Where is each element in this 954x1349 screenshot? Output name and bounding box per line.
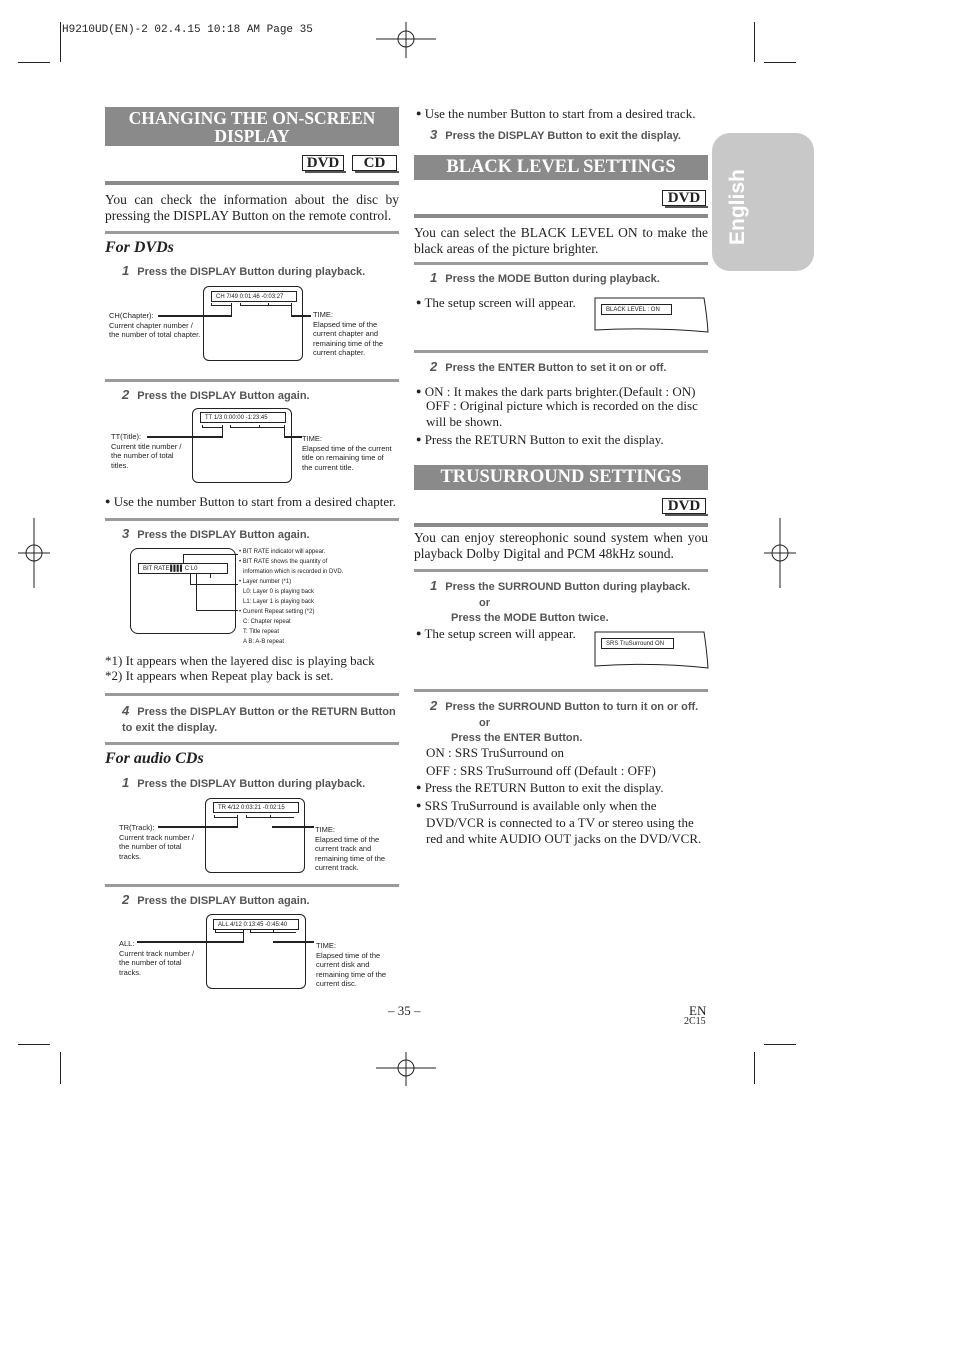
all-label: ALL: Current track number / the number of total tracks. — [119, 939, 195, 977]
trusurround-title: TRUSURROUND SETTINGS — [414, 465, 708, 490]
section-title-line: CHANGING THE ON-SCREEN — [128, 108, 376, 128]
osd-bar: TR 4/12 0:03:21 -0:02:15 — [213, 802, 299, 813]
time-label: TIME: Elapsed time of the current track and remaining time of the current track. — [315, 825, 386, 872]
for-dvds-heading: For DVDs — [105, 239, 174, 256]
side-tab — [712, 133, 814, 271]
display-step-3: 3 Press the DISPLAY Button to exit the display. — [430, 127, 681, 142]
tru-step-2: 2 Press the SURROUND Button to turn it on or off. or Press the ENTER Button. — [430, 698, 699, 744]
crop-mark — [754, 22, 755, 62]
black-off-note: OFF : Original picture which is recorded on the disc will be shown. — [426, 398, 698, 429]
divider — [414, 569, 708, 572]
divider — [105, 181, 399, 185]
registration-mark-icon — [764, 518, 796, 588]
divider — [414, 262, 708, 265]
setup-screen-icon — [594, 296, 710, 338]
tru-off-note: OFF : SRS TruSurround off (Default : OFF) — [426, 763, 656, 778]
dvd-step-4: 4 Press the DISPLAY Button or the RETURN Button to exit the display. — [122, 703, 396, 734]
black-level-title: BLACK LEVEL SETTINGS — [414, 155, 708, 180]
chapter-note: ● Use the number Button to start from a desired chapter. — [105, 494, 396, 509]
tru-step-1: 1 Press the SURROUND Button during playback. or Press the MODE Button twice. — [430, 578, 691, 624]
crop-mark — [764, 1044, 796, 1045]
registration-mark-icon — [18, 518, 50, 588]
tru-on-note: ON : SRS TruSurround on — [426, 745, 564, 760]
time-label: TIME: Elapsed time of the current title on remaining time of the current title. — [302, 434, 392, 472]
divider — [105, 742, 399, 745]
page-number: – 35 – — [388, 1003, 421, 1018]
crop-mark — [60, 1052, 61, 1084]
black-level-intro: You can select the BLACK LEVEL ON to make the black areas of the picture brighter. — [414, 225, 708, 256]
crop-mark — [764, 62, 796, 63]
title-label: TT(Title): Current title number / the number of total titles. — [111, 432, 182, 470]
crop-mark — [18, 62, 50, 63]
trusurround-osd: SRS TruSurround ON — [601, 638, 674, 649]
divider — [414, 350, 708, 353]
osd-bar: TT 1/3 0:00:00 -1:23:45 — [200, 412, 286, 423]
crop-mark — [18, 1044, 50, 1045]
dvd-step-3: 3 Press the DISPLAY Button again. — [122, 526, 310, 541]
doc-code: 2C15 — [684, 1016, 706, 1027]
footnote-2: *2) It appears when Repeat play back is set. — [105, 668, 334, 683]
dvd-step-2: 2 Press the DISPLAY Button again. — [122, 387, 310, 402]
file-info: H9210UD(EN)-2 02.4.15 10:18 AM Page 35 — [62, 24, 313, 36]
dvd-tag: DVD — [302, 155, 344, 171]
black-level-osd: BLACK LEVEL : ON — [601, 304, 672, 315]
chapter-label: CH(Chapter): Current chapter number / the number of total chapter. — [109, 311, 201, 339]
language-code: EN — [689, 1003, 707, 1018]
dvd-tag: DVD — [662, 190, 706, 206]
intro-text: You can check the information about the disc by pressing the DISPLAY Button on the remote control. — [105, 192, 399, 223]
side-tab-label: English — [726, 169, 749, 245]
tru-return-note: ● Press the RETURN Button to exit the display. — [416, 780, 664, 795]
divider — [414, 214, 708, 218]
divider — [105, 693, 399, 696]
for-audio-heading: For audio CDs — [105, 750, 204, 767]
tru-availability-note: ● SRS TruSurround is available only when the DVD/VCR is connected to a TV or stereo using the red and white AUDIO OUT jacks on the DVD/VCR. — [416, 798, 702, 846]
setup-screen-icon — [594, 630, 710, 674]
cd-step-1: 1 Press the DISPLAY Button during playback. — [122, 775, 366, 790]
crop-mark — [754, 1052, 755, 1084]
divider — [414, 523, 708, 527]
crop-mark — [60, 22, 61, 62]
osd-bar: CH 7/49 0:01:46 -0:03:27 — [211, 291, 297, 302]
cd-step-2: 2 Press the DISPLAY Button again. — [122, 892, 310, 907]
divider — [105, 379, 399, 382]
dvd-tag: DVD — [662, 498, 706, 514]
osd-bar: BIT RATE ▌▌▌▌ C L0 — [138, 563, 228, 574]
black-step-2: 2 Press the ENTER Button to set it on or off. — [430, 359, 667, 374]
divider — [105, 518, 399, 521]
track-label: TR(Track): Current track number / the number of total tracks. — [119, 823, 195, 861]
divider — [105, 884, 399, 887]
time-label: TIME: Elapsed time of the current chapter and remaining time of the current chapter. — [313, 310, 384, 357]
bitrate-annotations: • BIT RATE indicator will appear. • BIT RATE shows the quantity of information which is recorded in DVD. • Layer number (*1) L0: Layer 0 is playing back L1: Layer 1 is playing back • Current Repeat setting (*2) C: Chapter repeat T: Title repeat A B: A-B repeat — [239, 549, 344, 645]
divider — [414, 689, 708, 692]
black-setup-note: ● The setup screen will appear. — [416, 295, 576, 310]
black-on-note: ● ON : It makes the dark parts brighter.(Default : ON) — [416, 384, 696, 399]
trusurround-intro: You can enjoy stereophonic sound system when you playback Dolby Digital and PCM 48kHz sound. — [414, 530, 708, 561]
track-note: ● Use the number Button to start from a desired track. — [416, 106, 696, 121]
registration-mark-icon — [376, 22, 436, 58]
black-step-1: 1 Press the MODE Button during playback. — [430, 270, 660, 285]
section-title — [105, 107, 399, 146]
time-label: TIME: Elapsed time of the current disk and remaining time of the current disc. — [316, 941, 387, 988]
registration-mark-icon — [376, 1052, 436, 1086]
osd-bar: ALL 4/12 0:13:45 -0:45:40 — [213, 919, 299, 930]
footnote-1: *1) It appears when the layered disc is playing back — [105, 653, 375, 668]
section-title-line: DISPLAY — [214, 126, 290, 146]
tru-setup-note: ● The setup screen will appear. — [416, 626, 576, 641]
dvd-step-1: 1 Press the DISPLAY Button during playback. — [122, 263, 366, 278]
black-return-note: ● Press the RETURN Button to exit the display. — [416, 432, 664, 447]
cd-tag: CD — [352, 155, 397, 171]
divider — [105, 231, 399, 234]
